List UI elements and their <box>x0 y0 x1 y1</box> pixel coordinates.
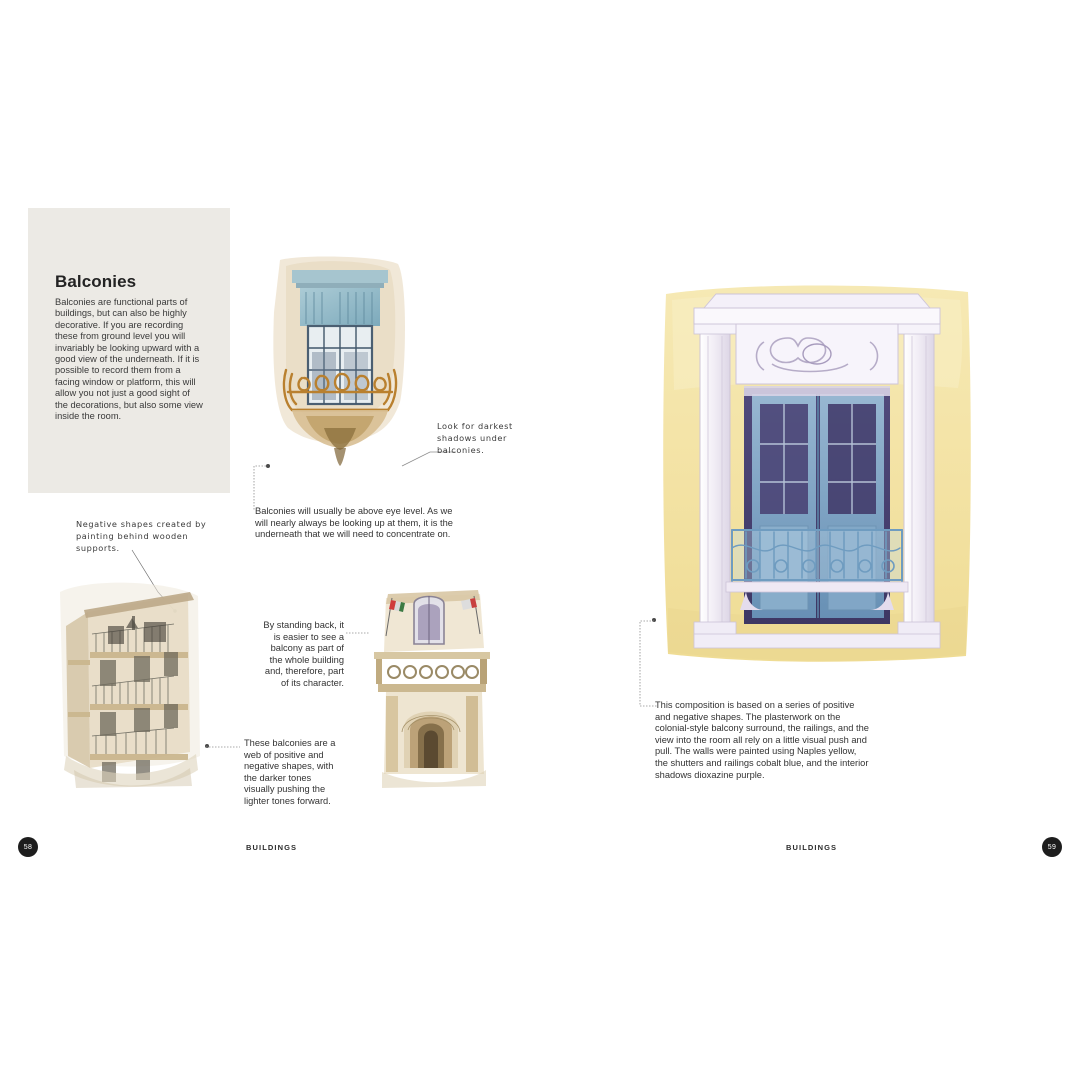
annotation-negative-shapes: Negative shapes created by painting behind wooden supports. <box>76 519 207 553</box>
folio-right: 59 <box>1042 837 1062 857</box>
caption-web-of-shapes: These balconies are a web of positive and negative shapes, with the darker tones visually pushing the lighter tones forward. <box>244 738 336 806</box>
running-head-right: BUILDINGS <box>786 843 838 852</box>
folio-left: 58 <box>18 837 38 857</box>
leader-line-web-of-shapes <box>206 742 242 752</box>
figure-balcony-top <box>262 252 417 484</box>
annotation-look-for-darkest: Look for darkest shadows under balconies. <box>437 421 513 455</box>
figure-terrace <box>358 560 498 795</box>
leader-line-standing-back <box>344 626 372 640</box>
leader-line-above-eye <box>250 464 274 512</box>
caption-standing-back: By standing back, it is easier to see a balcony as part of the whole building and, therefore, part of its character. <box>263 620 344 688</box>
running-head-left: BUILDINGS <box>246 843 298 852</box>
caption-above-eye-level: Balconies will usually be above eye level. As we will nearly always be looking up at them, it is the underneath that we will need to concentrate on. <box>255 506 453 540</box>
intro-body-text: Balconies are functional parts of buildings, but can also be highly decorative. If you are recording these from ground level you will invariably be looking upward with a good view of the underneath. If it is possible to record them from a facing window or platform, this will allow you not just a good sight of the decorations, but also some view inside the room. <box>55 297 203 422</box>
page-title: Balconies <box>55 272 137 291</box>
leader-line-composition <box>636 618 662 710</box>
figure-building-corner <box>48 556 223 806</box>
figure-colonial-doorway <box>660 278 975 668</box>
caption-composition: This composition is based on a series of positive and negative shapes. The plasterwork on the colonial-style balcony surround, the railings, and the view into the room all rely on a little visual push and pull. The walls were painted using Naples yellow, the shutters and railings cobalt blue, and the interior shadows dioxazine purple. <box>655 700 869 780</box>
